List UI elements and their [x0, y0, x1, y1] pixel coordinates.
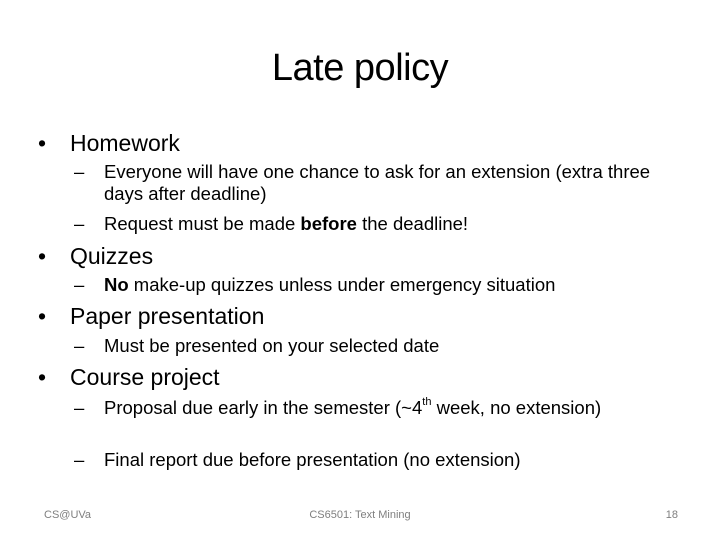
- dash-icon: –: [74, 161, 85, 182]
- sub-bullet-text: No make-up quizzes unless under emergency situation: [104, 274, 556, 295]
- emphasis-before: before: [300, 213, 357, 234]
- bullet-paper-presentation: [38, 302, 678, 330]
- sub-bullet-no-makeup: [74, 274, 664, 296]
- bullet-label: Course project: [70, 364, 220, 390]
- emphasis-no: No: [104, 274, 129, 295]
- sub-bullet-text: Must be presented on your selected date: [104, 335, 440, 356]
- dash-icon: –: [74, 213, 85, 234]
- slide-title: Late policy: [271, 47, 449, 89]
- dash-icon: –: [74, 335, 85, 356]
- sub-bullet-proposal: [74, 397, 664, 419]
- bullet-label: Paper presentation: [70, 303, 265, 329]
- dash-icon: –: [74, 449, 85, 470]
- sub-bullet-text: Final report due before presentation (no extension): [104, 449, 521, 470]
- dash-icon: –: [74, 397, 85, 418]
- sub-bullet-selected-date: [74, 335, 664, 357]
- bullet-course-project: [38, 363, 678, 391]
- footer-center: CS6501: Text Mining: [309, 509, 411, 521]
- sub-bullet-request: [74, 213, 664, 235]
- footer-left: CS@UVa: [44, 509, 92, 521]
- bullet-quizzes: [38, 242, 678, 270]
- slide-number: 18: [665, 509, 678, 521]
- bullet-icon: •: [38, 243, 47, 269]
- sub-bullet-extension: [74, 161, 664, 205]
- dash-icon: –: [74, 274, 85, 295]
- superscript-th: th: [422, 396, 432, 408]
- sub-bullet-final-report: [74, 449, 664, 471]
- bullet-icon: •: [38, 303, 47, 329]
- bullet-homework: [38, 129, 678, 157]
- sub-bullet-text: Everyone will have one chance to ask for an extension (extra three days after deadline): [104, 161, 651, 204]
- bullet-icon: •: [38, 364, 47, 390]
- bullet-label: Homework: [70, 130, 180, 156]
- bullet-label: Quizzes: [70, 243, 154, 269]
- bullet-icon: •: [38, 130, 47, 156]
- sub-bullet-text: Proposal due early in the semester (~4th week, no extension): [104, 396, 602, 418]
- sub-bullet-text: Request must be made before the deadline!: [104, 213, 469, 234]
